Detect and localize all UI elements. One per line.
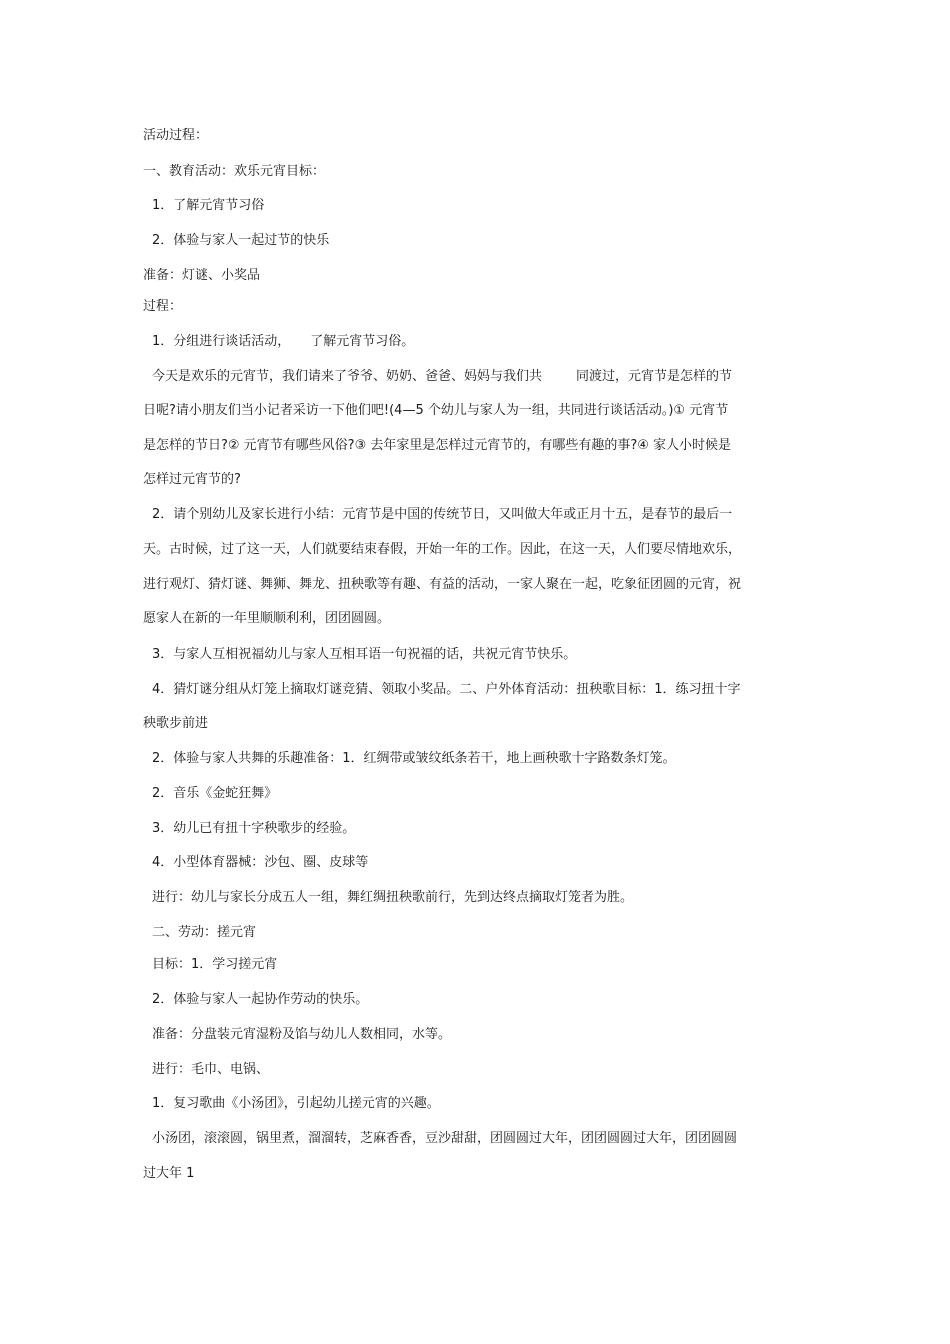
labor-step-1: 1．复习歌曲《小汤团》，引起幼儿搓元宵的兴趣。	[152, 1096, 440, 1111]
step-1	[152, 332, 414, 352]
song-lyrics-line-2: 过大年 1	[143, 1166, 195, 1181]
outdoor-goal-2: 2．体验与家人共舞的乐趣准备：1．红绸带或皱纹纸条若干，地上画秧歌十字路数条灯笼。	[152, 751, 676, 766]
preparation: 准备：灯谜、小奖品	[143, 268, 261, 283]
heading-activity-process: 活动过程：	[143, 128, 209, 143]
paragraph-2-line-1: 2．请个别幼儿及家长进行小结：元宵节是中国的传统节日，又叫做大年或正月十五，是春节的最后一	[152, 507, 733, 522]
paragraph-1-line-2: 日呢?请小朋友们当小记者采访一下他们吧!(4—5 个幼儿与家人为一组，共同进行谈话活动。)① 元宵节	[143, 403, 729, 418]
step-4-line-2: 秧歌步前进	[143, 716, 209, 731]
paragraph-1-line-1	[152, 367, 732, 387]
section-labor-title: 二、劳动：搓元宵	[152, 925, 257, 940]
outdoor-prep-4: 4．小型体育器械：沙包、圈、皮球等	[152, 855, 369, 870]
paragraph-2-line-3: 进行观灯、猜灯谜、舞狮、舞龙、扭秧歌等有趣、有益的活动，一家人聚在一起，吃象征团圆的元宵，祝	[143, 577, 742, 592]
step-1-part-a: 1．分组进行谈话活动，	[152, 334, 291, 349]
section-1-title: 一、教育活动：欢乐元宵目标：	[143, 164, 326, 179]
paragraph-1-line-1-b: 同渡过，元宵节是怎样的节	[576, 369, 733, 384]
labor-goal-1: 目标：1．学习搓元宵	[152, 957, 278, 972]
labor-procedure: 进行：毛巾、电锅、	[152, 1062, 270, 1077]
goal-1: 1．了解元宵节习俗	[152, 198, 265, 213]
labor-goal-2: 2．体验与家人一起协作劳动的快乐。	[152, 992, 369, 1007]
paragraph-1-line-3: 是怎样的节日?② 元宵节有哪些风俗?③ 去年家里是怎样过元宵节的，有哪些有趣的事?④ 家人小时候是	[143, 438, 732, 453]
outdoor-prep-2: 2．音乐《金蛇狂舞》	[152, 786, 278, 801]
step-3: 3．与家人互相祝福幼儿与家人互相耳语一句祝福的话，共祝元宵节快乐。	[152, 647, 577, 662]
step-4-line-1: 4．猜灯谜分组从灯笼上摘取灯谜竞猜、领取小奖品。二、户外体育活动：扭秧歌目标：1．练习扭十字	[152, 682, 741, 697]
paragraph-2-line-2: 天。古时候，过了这一天，人们就要结束春假，开始一年的工作。因此，在这一天，人们要尽情地欢乐，	[143, 542, 742, 557]
paragraph-1-line-4: 怎样过元宵节的?	[143, 472, 241, 487]
outdoor-prep-3: 3．幼儿已有扭十字秧歌步的经验。	[152, 821, 356, 836]
process-label: 过程：	[143, 299, 183, 314]
paragraph-2-line-4: 愿家人在新的一年里顺顺利利，团团圆圆。	[143, 611, 391, 626]
paragraph-1-line-1-a: 今天是欢乐的元宵节，我们请来了爷爷、奶奶、爸爸、妈妈与我们共	[152, 369, 543, 384]
outdoor-procedure: 进行：幼儿与家长分成五人一组，舞红绸扭秧歌前行，先到达终点摘取灯笼者为胜。	[152, 890, 634, 905]
song-lyrics-line-1: 小汤团，滚滚圆，锅里煮，溜溜转，芝麻香香，豆沙甜甜，团圆圆过大年，团团圆圆过大年，团团圆圆	[152, 1131, 738, 1146]
labor-preparation: 准备：分盘装元宵湿粉及馅与幼儿人数相同，水等。	[152, 1027, 452, 1042]
step-1-part-b: 了解元宵节习俗。	[310, 334, 415, 349]
goal-2: 2．体验与家人一起过节的快乐	[152, 233, 330, 248]
